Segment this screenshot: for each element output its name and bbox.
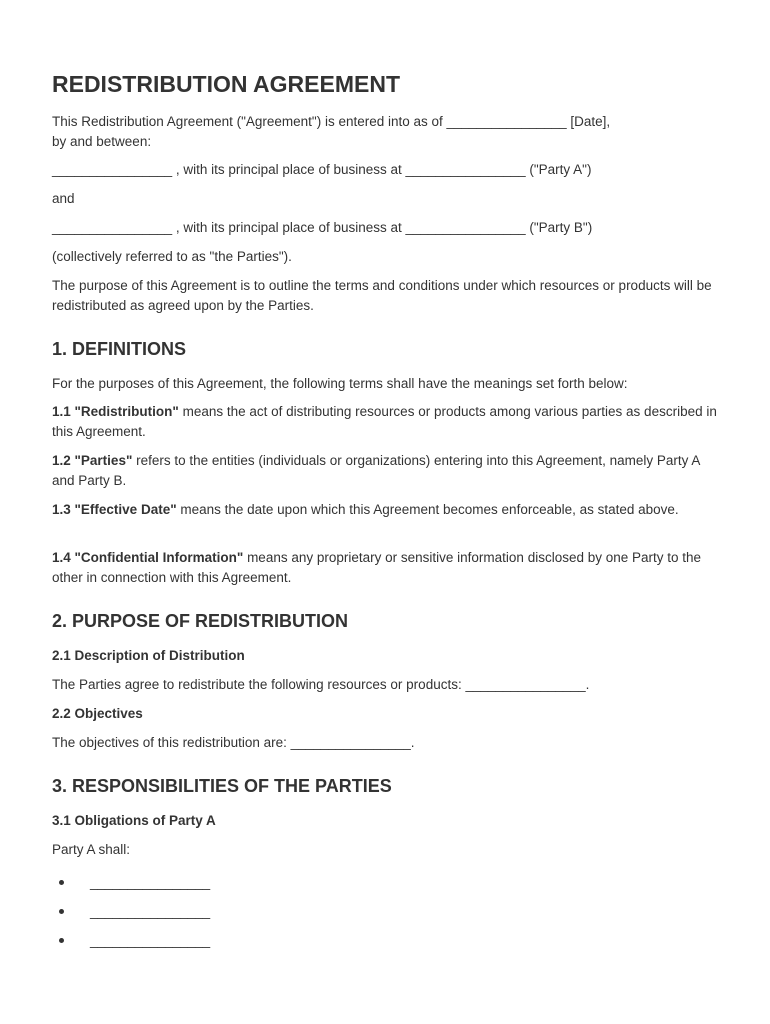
- definition-3-text: means the date upon which this Agreement becomes enforceable, as stated above.: [176, 502, 679, 517]
- bullet-icon: [59, 909, 64, 914]
- definition-2-text: refers to the entities (individuals or organizations) entering into this Agreement, namely Party A and Party B.: [52, 453, 700, 488]
- section-2-1-text: The Parties agree to redistribute the following resources or products: ________________.: [52, 677, 590, 692]
- definition-3-term: 1.3 "Effective Date": [52, 502, 177, 517]
- list-item-text: ________________: [90, 904, 211, 919]
- definition-4-term: 1.4 "Confidential Information": [52, 550, 244, 565]
- definition-3: [52, 500, 717, 520]
- section-3-1-intro: Party A shall:: [52, 842, 131, 857]
- bullet-icon: [59, 880, 64, 885]
- definition-4-text: means any proprietary or sensitive information disclosed by one Party to the other in connection with this Agreement.: [52, 550, 702, 585]
- definition-2-term: 1.2 "Parties": [52, 453, 133, 468]
- definition-1: [52, 402, 717, 442]
- intro-line-2: by and between:: [52, 134, 152, 149]
- section-1-heading: 1. DEFINITIONS: [52, 339, 187, 359]
- definition-1-term: 1.1 "Redistribution": [52, 404, 179, 419]
- section-2-heading: 2. PURPOSE OF REDISTRIBUTION: [52, 611, 349, 631]
- section-3-1-heading: 3.1 Obligations of Party A: [52, 813, 216, 828]
- section-2-2-text: The objectives of this redistribution are: ________________.: [52, 735, 415, 750]
- purpose-paragraph: The purpose of this Agreement is to outline the terms and conditions under which resources or products will be redistributed as agreed upon by the Parties.: [52, 278, 712, 313]
- definitions-intro: For the purposes of this Agreement, the following terms shall have the meanings set forth below:: [52, 376, 628, 391]
- and-line: and: [52, 191, 75, 206]
- list-item-text: ________________: [90, 875, 211, 890]
- document-title: REDISTRIBUTION AGREEMENT: [52, 71, 400, 97]
- section-2-2-heading: 2.2 Objectives: [52, 706, 143, 721]
- intro-line-1: This Redistribution Agreement ("Agreement") is entered into as of ________________ [Date],: [52, 114, 611, 129]
- section-2-1-heading: 2.1 Description of Distribution: [52, 648, 245, 663]
- definition-2: [52, 451, 717, 491]
- collective-line: (collectively referred to as "the Parties").: [52, 249, 292, 264]
- section-3-heading: 3. RESPONSIBILITIES OF THE PARTIES: [52, 776, 392, 796]
- bullet-icon: [59, 938, 64, 943]
- party-a-line: ________________ , with its principal place of business at ________________ ("Party A"): [52, 162, 592, 177]
- definition-1-text: means the act of distributing resources or products among various parties as described in this Agreement.: [52, 404, 717, 439]
- party-b-line: ________________ , with its principal place of business at ________________ ("Party B"): [52, 220, 593, 235]
- definition-4: [52, 548, 717, 588]
- list-item-text: ________________: [90, 933, 211, 948]
